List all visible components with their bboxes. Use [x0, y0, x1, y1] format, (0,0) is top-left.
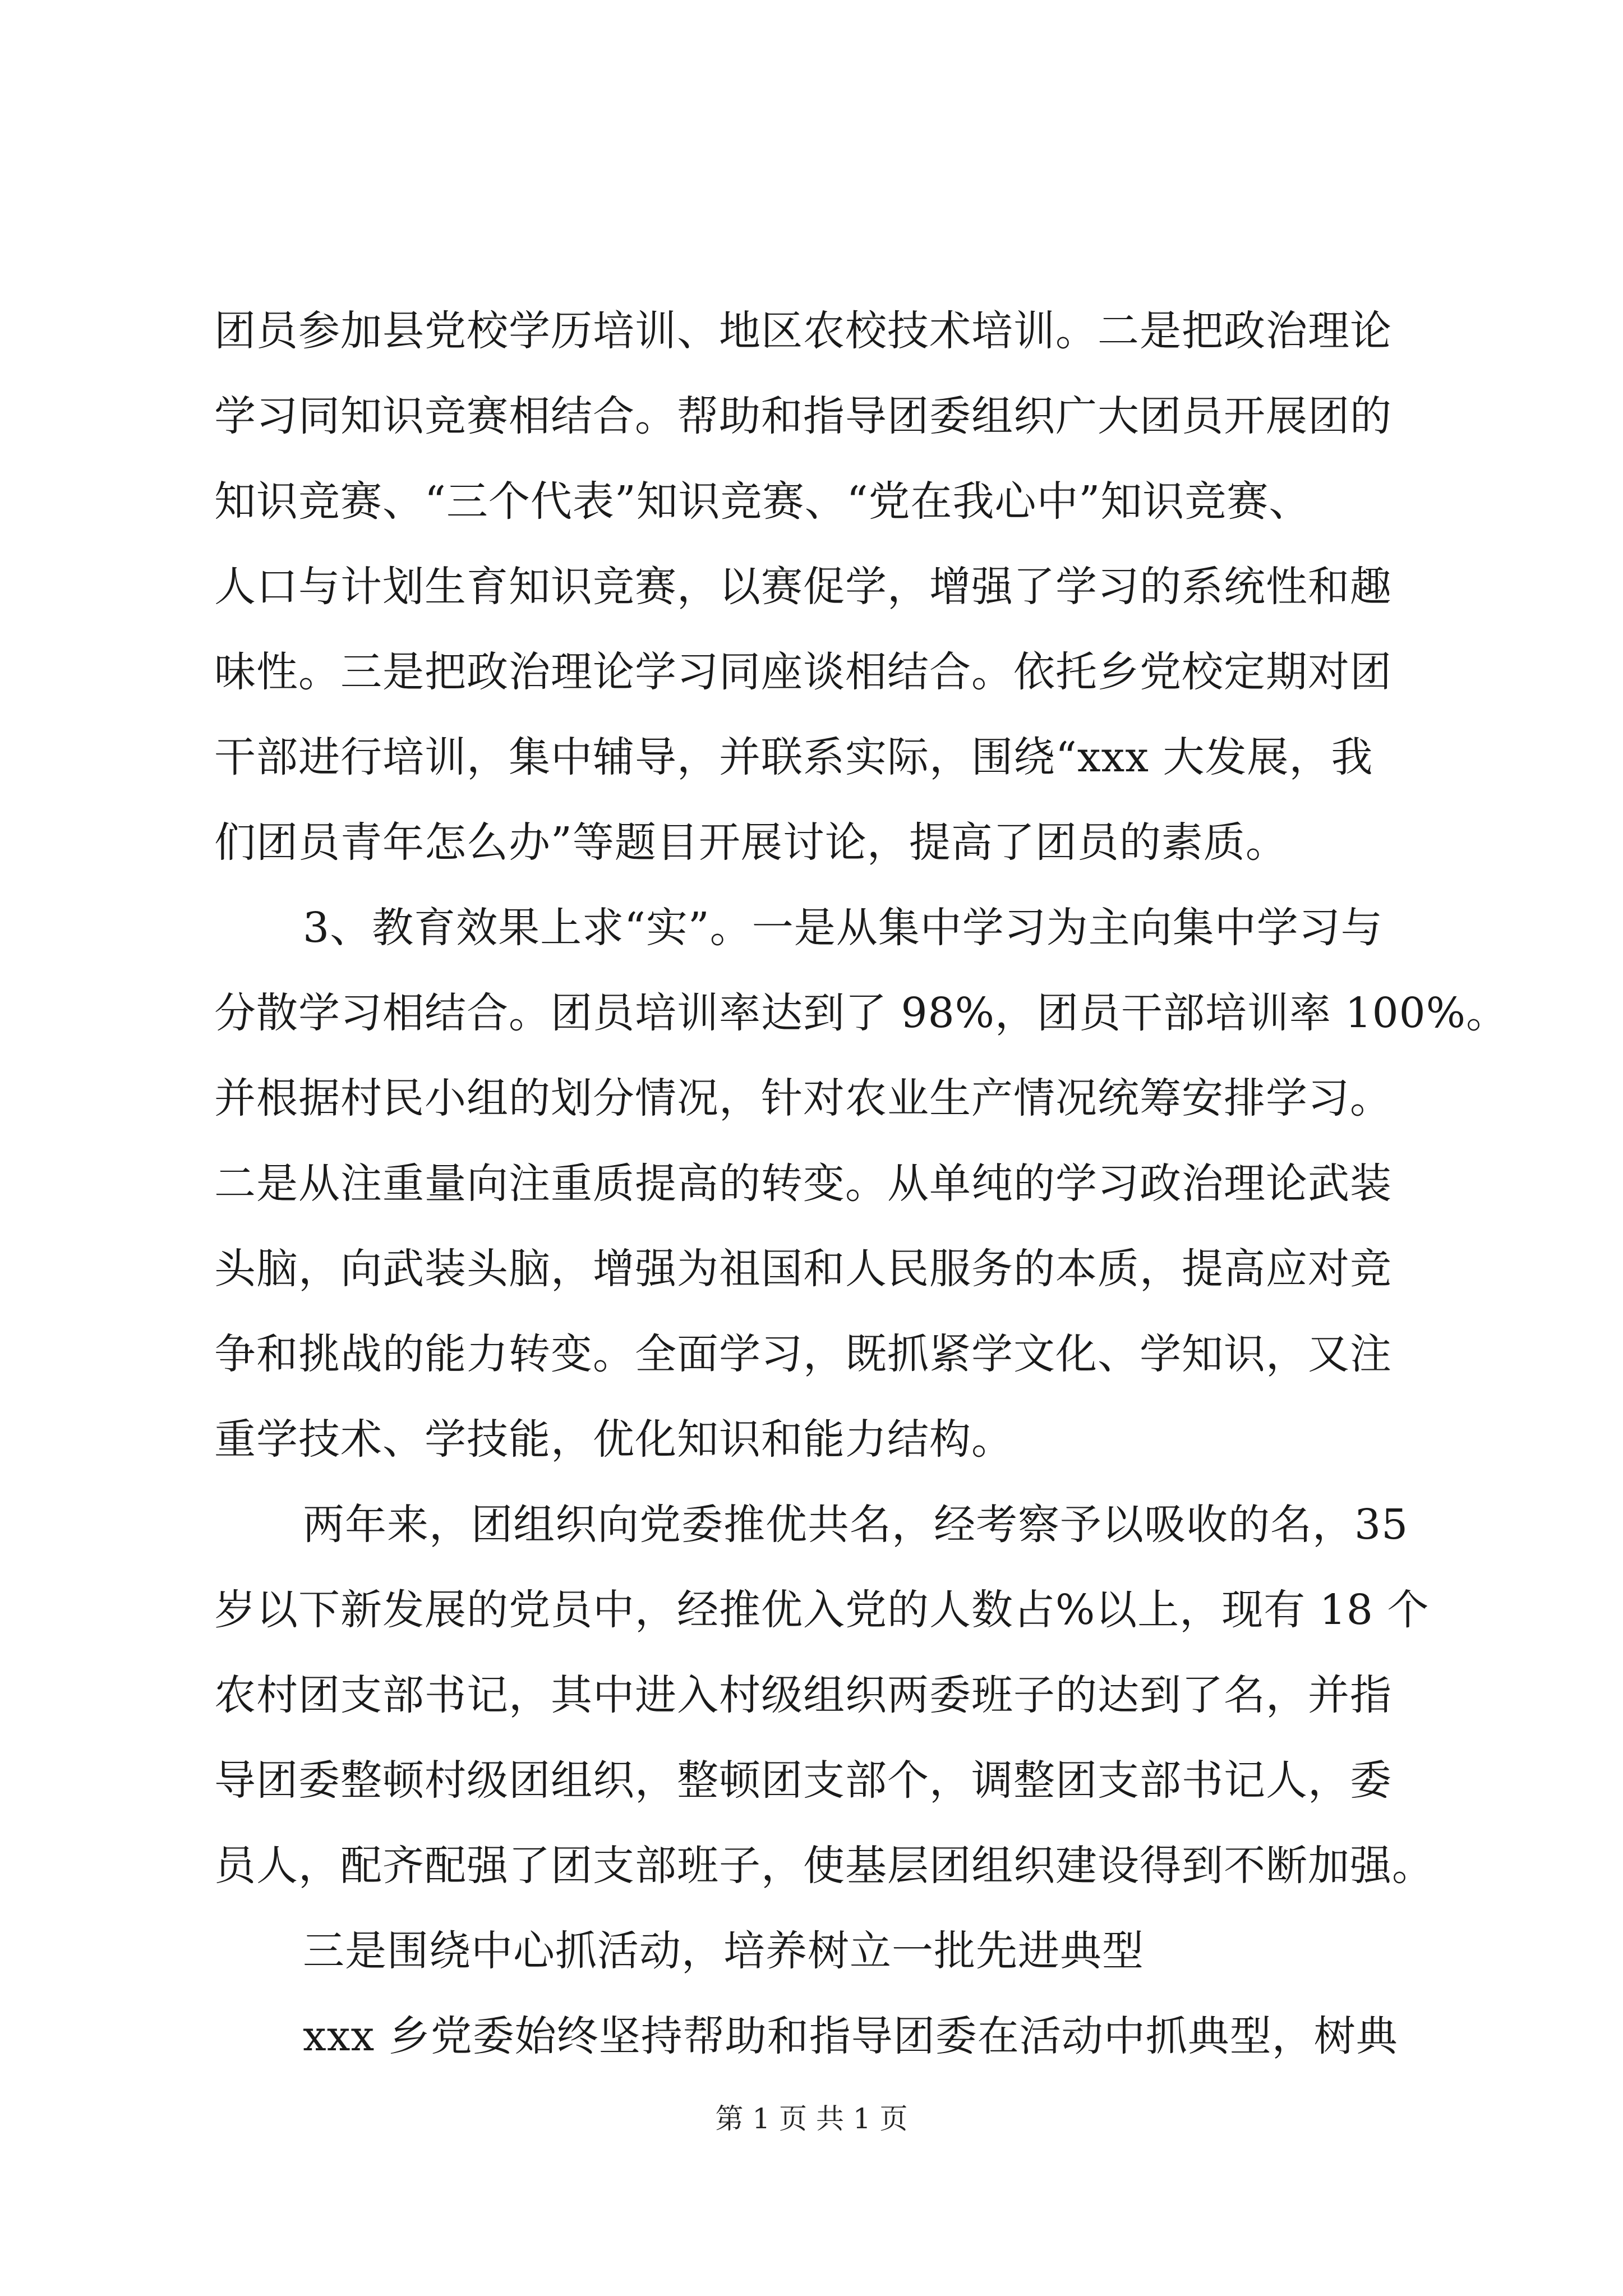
text-line-18: 导团委整顿村级团组织，整顿团支部个，调整团支部书记人，委	[214, 1756, 1392, 1805]
text-line-11: 二是从注重量向注重质提高的转变。从单纯的学习政治理论武装	[214, 1159, 1392, 1208]
text-line-17: 农村团支部书记，其中进入村级组织两委班子的达到了名，并指	[214, 1671, 1392, 1719]
text-line-3: 知识竞赛、“三个代表”知识竞赛、“党在我心中”知识竞赛、	[214, 477, 1311, 526]
paragraph-3-start: 3、教育效果上求“实”。一是从集中学习为主向集中学习与	[303, 904, 1383, 952]
paragraph-two-years-start: 两年来，团组织向党委推优共名，经考察予以吸收的名，35	[303, 1501, 1409, 1549]
text-line-21: xxx 乡党委始终坚持帮助和指导团委在活动中抓典型，树典	[303, 2012, 1398, 2060]
text-line-4: 人口与计划生育知识竞赛，以赛促学，增强了学习的系统性和趣	[214, 563, 1392, 611]
text-line-1: 团员参加县党校学历培训、地区农校技术培训。二是把政治理论	[214, 307, 1392, 355]
text-line-16: 岁以下新发展的党员中，经推优入党的人数占%以上，现有 18 个	[214, 1586, 1430, 1634]
text-line-19: 员人，配齐配强了团支部班子，使基层团组织建设得到不断加强。	[214, 1842, 1434, 1890]
section-heading: 三是围绕中心抓活动，培养树立一批先进典型	[303, 1927, 1144, 1975]
text-line-14: 重学技术、学技能，优化知识和能力结构。	[214, 1415, 1013, 1464]
text-line-2: 学习同知识竞赛相结合。帮助和指导团委组织广大团员开展团的	[214, 392, 1392, 440]
text-line-5: 味性。三是把政治理论学习同座谈相结合。依托乡党校定期对团	[214, 648, 1392, 696]
text-line-6: 干部进行培训，集中辅导，并联系实际，围绕“xxx 大发展，我	[214, 733, 1373, 781]
text-line-9: 分散学习相结合。团员培训率达到了 98%，团员干部培训率 100%。	[214, 989, 1509, 1037]
page-footer: 第 1 页 共 1 页	[715, 2102, 908, 2135]
text-line-13: 争和挑战的能力转变。全面学习，既抓紧学文化、学知识，又注	[214, 1330, 1392, 1378]
text-line-12: 头脑，向武装头脑，增强为祖国和人民服务的本质，提高应对竞	[214, 1245, 1392, 1293]
text-line-7: 们团员青年怎么办”等题目开展讨论，提高了团员的素质。	[214, 818, 1288, 867]
text-line-10: 并根据村民小组的划分情况，针对农业生产情况统筹安排学习。	[214, 1074, 1392, 1122]
